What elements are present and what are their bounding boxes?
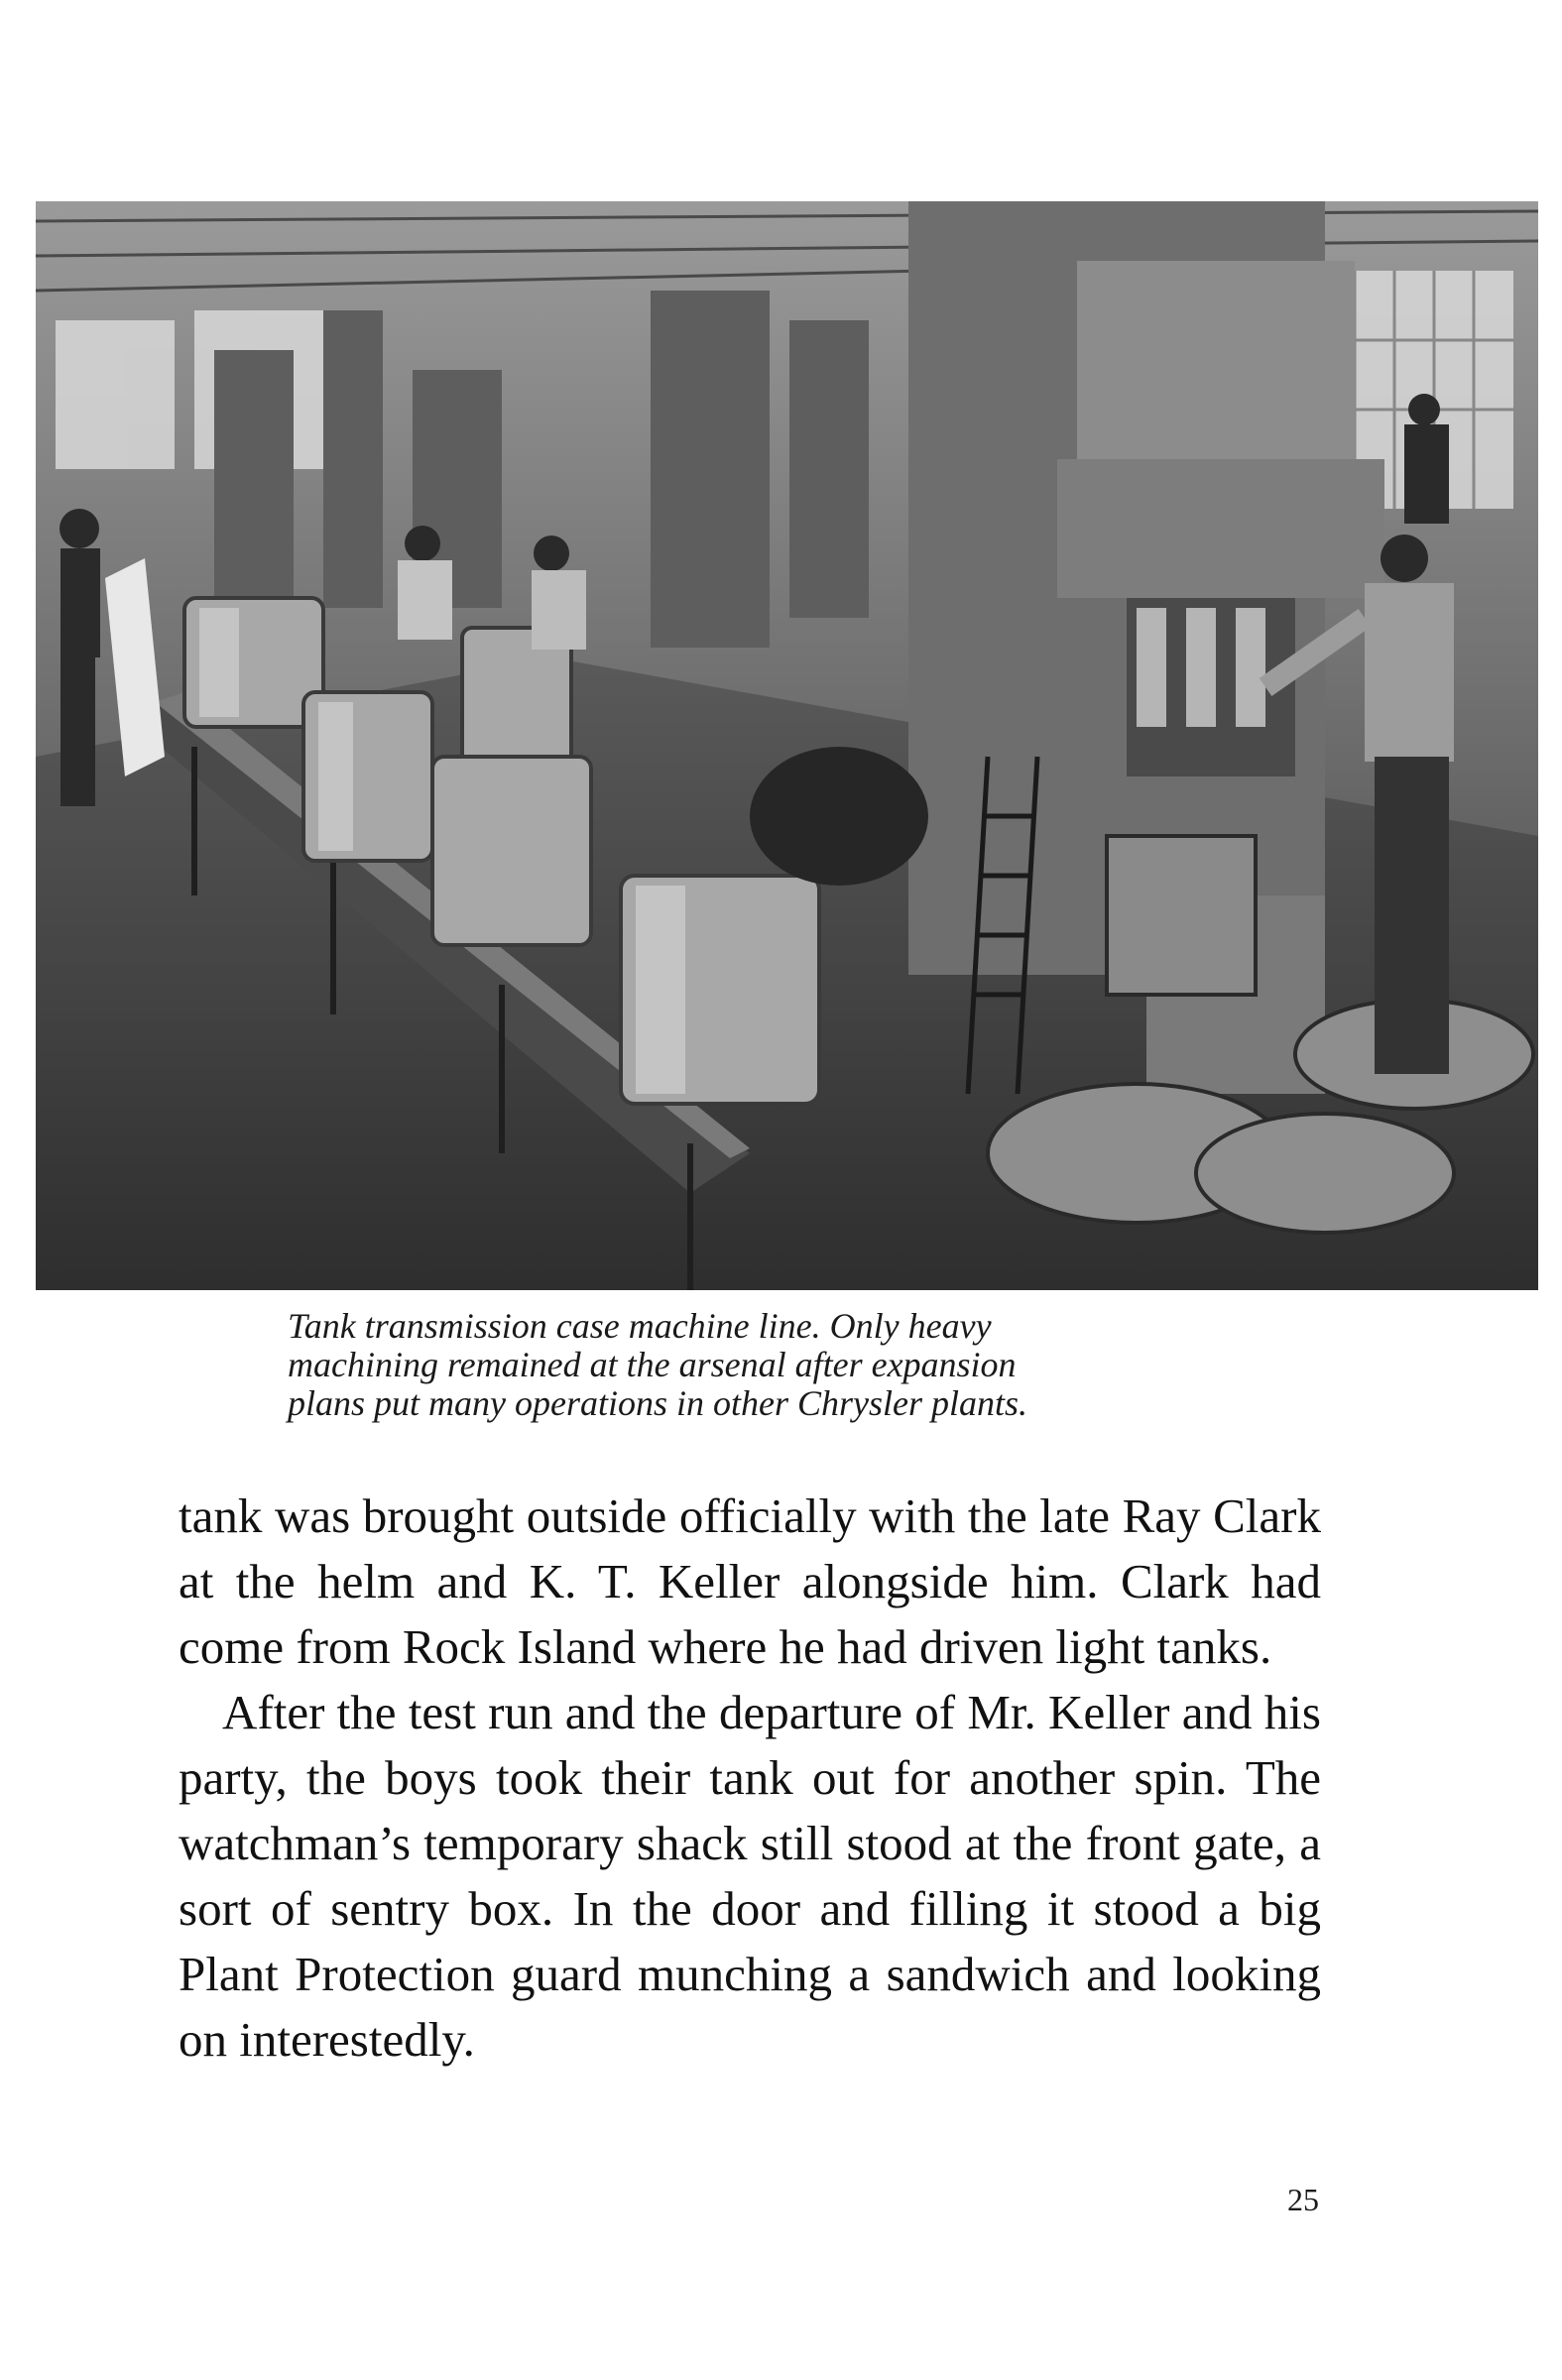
factory-photo-icon bbox=[36, 201, 1538, 1290]
caption-line: Tank transmission case machine line. Only heavy bbox=[288, 1306, 992, 1346]
paragraph: After the test run and the departure of Mr. Keller and his party, the boys took their tank out for another spin. The watchman’s temporary shack still stood at the front gate, a sort of sentry box. In the door and filling it stood a big Plant Protection guard munching a sandwich and looking on interestedly. bbox=[179, 1685, 1321, 2067]
photo-caption bbox=[288, 1307, 1279, 1423]
caption-line: plans put many operations in other Chrysler plants. bbox=[288, 1383, 1027, 1423]
caption-line: machining remained at the arsenal after expansion bbox=[288, 1345, 1017, 1384]
factory-photograph bbox=[36, 201, 1538, 1290]
paragraph: tank was brought outside officially with the late Ray Clark at the helm and K. T. Keller alongside him. Clark had come from Rock Island where he had driven light tanks. bbox=[179, 1488, 1321, 1674]
page-number: 25 bbox=[1287, 2182, 1319, 2217]
body-text bbox=[179, 1484, 1321, 2073]
